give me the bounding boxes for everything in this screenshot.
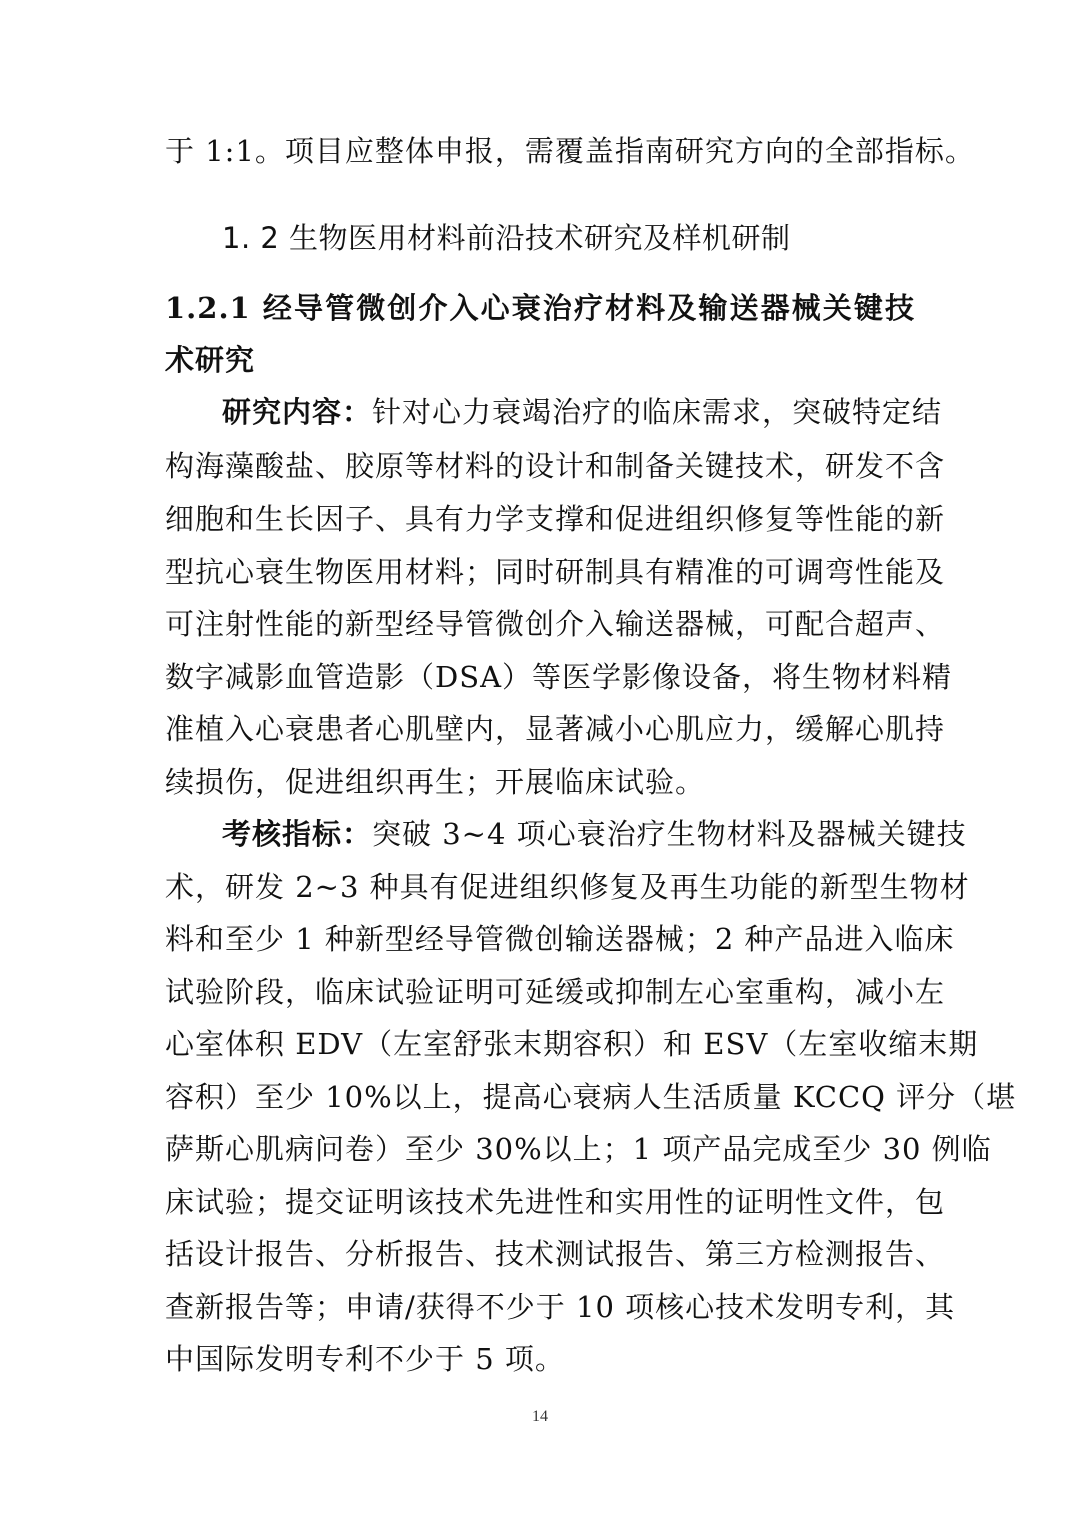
paragraph-line: 构海藻酸盐、胶原等材料的设计和制备关键技术，研发不含: [165, 449, 946, 483]
paragraph-line: 容积）至少 10%以上，提高心衰病人生活质量 KCCQ 评分（堪: [165, 1080, 1017, 1114]
page-number: 14: [532, 1408, 548, 1425]
paragraph-line: 萨斯心肌病问卷）至少 30%以上；1 项产品完成至少 30 例临: [165, 1132, 992, 1166]
paragraph-text: 针对心力衰竭治疗的临床需求，突破特定结: [372, 395, 943, 429]
subsection-heading-line: 1.2.1 经导管微创介入心衰治疗材料及输送器械关键技: [165, 291, 915, 325]
paragraph-first-line: [222, 386, 943, 438]
paragraph-line: 数字减影血管造影（DSA）等医学影像设备，将生物材料精: [165, 660, 953, 694]
assessment-indicators-label: 考核指标：: [222, 817, 373, 851]
paragraph-line: 准植入心衰患者心肌壁内，显著减小心肌应力，缓解心肌持: [165, 712, 946, 746]
paragraph-line: 查新报告等；申请/获得不少于 10 项核心技术发明专利，其: [165, 1290, 956, 1324]
paragraph-line: 于 1:1。项目应整体申报，需覆盖指南研究方向的全部指标。: [165, 134, 975, 168]
research-content-label: 研究内容：: [222, 395, 373, 429]
paragraph-line: 续损伤，促进组织再生；开展临床试验。: [165, 765, 706, 799]
paragraph-line: 细胞和生长因子、具有力学支撑和促进组织修复等性能的新: [165, 502, 946, 536]
paragraph-line: 术，研发 2~3 种具有促进组织修复及再生功能的新型生物材: [165, 870, 970, 904]
paragraph-text: 突破 3~4 项心衰治疗生物材料及器械关键技: [372, 817, 967, 851]
paragraph-line: 试验阶段，临床试验证明可延缓或抑制左心室重构，减小左: [165, 975, 946, 1009]
paragraph-line: 心室体积 EDV（左室舒张末期容积）和 ESV（左室收缩末期: [165, 1027, 979, 1061]
paragraph-line: 可注射性能的新型经导管微创介入输送器械，可配合超声、: [165, 607, 946, 641]
paragraph-line: 型抗心衰生物医用材料；同时研制具有精准的可调弯性能及: [165, 555, 946, 589]
paragraph-first-line: [222, 808, 967, 860]
paragraph-line: 中国际发明专利不少于 5 项。: [165, 1342, 565, 1376]
subsection-heading-line: 术研究: [165, 343, 256, 377]
section-heading: 1. 2 生物医用材料前沿技术研究及样机研制: [222, 221, 791, 255]
paragraph-line: 括设计报告、分析报告、技术测试报告、第三方检测报告、: [165, 1237, 946, 1271]
paragraph-line: 床试验；提交证明该技术先进性和实用性的证明性文件，包: [165, 1185, 946, 1219]
paragraph-line: 料和至少 1 种新型经导管微创输送器械；2 种产品进入临床: [165, 922, 955, 956]
